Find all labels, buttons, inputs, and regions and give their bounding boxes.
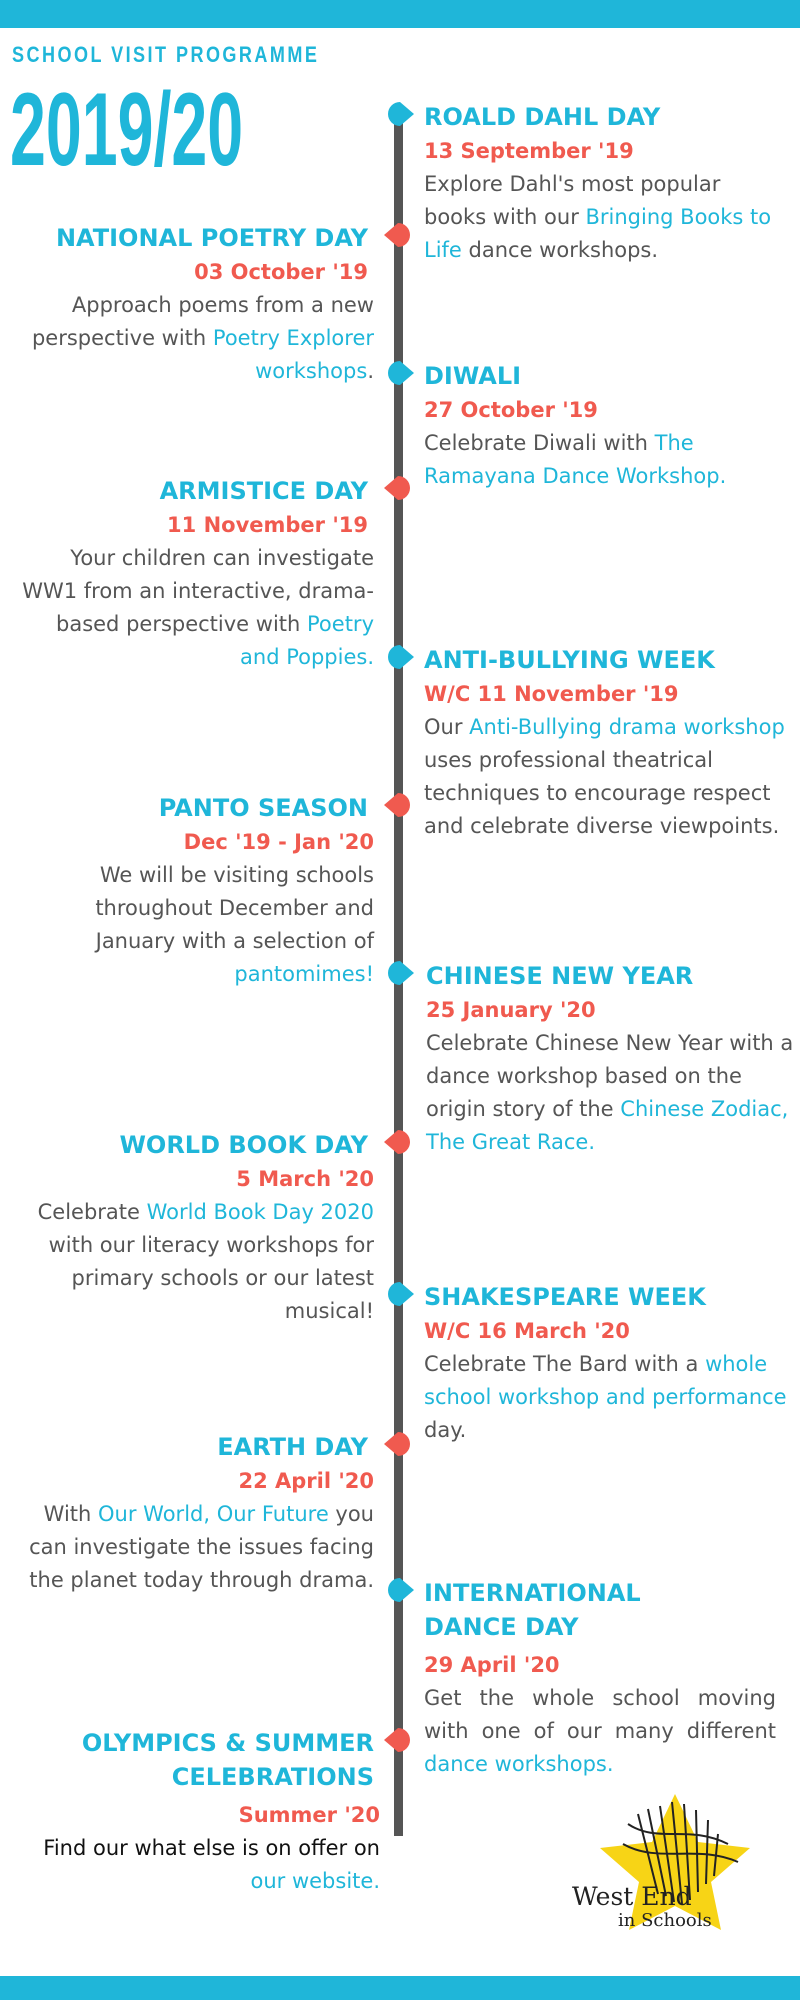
timeline-marker-right <box>386 100 414 128</box>
workshop-link[interactable]: Poetry Explorer workshops <box>212 326 374 383</box>
event-national-poetry-day <box>20 221 374 388</box>
workshop-link[interactable]: whole school workshop and performance <box>424 1352 787 1409</box>
workshop-link[interactable]: pantomimes! <box>234 962 374 986</box>
event-description: Your children can investigate WW1 from an interactive, drama-based perspective with Poetry and Poppies. <box>22 546 374 669</box>
event-title: EARTH DAY <box>217 1433 368 1461</box>
event-olympics-summer <box>10 1726 380 1898</box>
event-armistice-day <box>20 474 374 674</box>
event-international-dance-day <box>424 1576 776 1781</box>
event-title: NATIONAL POETRY DAY <box>55 224 368 252</box>
event-title: ARMISTICE DAY <box>159 477 368 505</box>
event-date: 03 October '19 <box>194 260 368 284</box>
workshop-link[interactable]: Chinese Zodiac, The Great Race. <box>426 1097 789 1154</box>
event-description: We will be visiting schools throughout December and January with a selection of pantomimes! <box>95 863 374 986</box>
event-title: DIWALI <box>424 362 522 390</box>
event-roald-dahl-day <box>424 100 776 267</box>
workshop-link[interactable]: Our World, Our Future <box>98 1502 329 1526</box>
timeline-marker-right <box>386 1280 414 1308</box>
event-anti-bullying-week <box>424 643 796 843</box>
event-description: Our Anti-Bullying drama workshop uses professional theatrical techniques to encourage respect and celebrate diverse viewpoints. <box>424 715 785 838</box>
workshop-link[interactable]: Anti-Bullying drama workshop <box>469 715 785 739</box>
event-date: Dec '19 - Jan '20 <box>183 830 374 854</box>
event-date: 27 October '19 <box>424 398 598 422</box>
event-title: OLYMPICS & SUMMER CELEBRATIONS <box>81 1729 374 1791</box>
event-date: Summer '20 <box>238 1803 380 1827</box>
event-description: Celebrate World Book Day 2020 with our literacy workshops for primary schools or our latest musical! <box>37 1200 374 1323</box>
event-title: ROALD DAHL DAY <box>424 103 661 131</box>
event-chinese-new-year <box>426 959 798 1159</box>
event-description: Get the whole school moving with one of our many different dance workshops. <box>424 1686 776 1776</box>
workshop-link[interactable]: Poetry and Poppies. <box>240 612 374 669</box>
event-title: WORLD BOOK DAY <box>119 1131 368 1159</box>
event-world-book-day <box>10 1128 374 1328</box>
event-date: 5 March '20 <box>236 1167 374 1191</box>
timeline-marker-left <box>384 1726 412 1754</box>
timeline-marker-right <box>386 643 414 671</box>
timeline-marker-left <box>384 474 412 502</box>
top-bar <box>0 0 800 28</box>
event-description: Celebrate Chinese New Year with a dance workshop based on the origin story of the Chinese Zodiac, The Great Race. <box>426 1031 794 1154</box>
event-description: With Our World, Our Future you can investigate the issues facing the planet today through drama. <box>29 1502 374 1592</box>
event-title: SHAKESPEARE WEEK <box>424 1283 706 1311</box>
event-date: 11 November '19 <box>167 513 368 537</box>
event-date: 13 September '19 <box>424 139 634 163</box>
timeline-marker-right <box>386 359 414 387</box>
logo-subtitle: in Schools <box>618 1910 712 1931</box>
timeline-marker-left <box>384 791 412 819</box>
workshop-link[interactable]: The Ramayana Dance Workshop. <box>424 431 727 488</box>
website-link[interactable]: our website. <box>250 1869 380 1893</box>
timeline-marker-left <box>384 1430 412 1458</box>
event-title: INTERNATIONAL DANCE DAY <box>424 1579 641 1641</box>
event-description: Approach poems from a new perspective with Poetry Explorer workshops. <box>31 293 374 383</box>
programme-year: 2019/20 <box>10 72 244 188</box>
event-date: W/C 11 November '19 <box>424 682 679 706</box>
event-date: W/C 16 March '20 <box>424 1319 630 1343</box>
event-description: Celebrate The Bard with a whole school workshop and performance day. <box>424 1352 787 1442</box>
event-earth-day <box>20 1430 374 1597</box>
timeline-marker-right <box>386 959 414 987</box>
event-title: CHINESE NEW YEAR <box>426 962 694 990</box>
timeline-marker-left <box>384 221 412 249</box>
event-description: Find our what else is on offer on our website. <box>43 1836 380 1893</box>
event-title: ANTI-BULLYING WEEK <box>424 646 715 674</box>
event-date: 22 April '20 <box>238 1469 374 1493</box>
timeline-marker-left <box>384 1128 412 1156</box>
event-date: 29 April '20 <box>424 1653 560 1677</box>
event-shakespeare-week <box>424 1280 796 1447</box>
event-description: Celebrate Diwali with The Ramayana Dance Workshop. <box>424 431 727 488</box>
event-description: Explore Dahl's most popular books with our Bringing Books to Life dance workshops. <box>424 172 772 262</box>
logo-name: West End <box>572 1882 692 1911</box>
event-date: 25 January '20 <box>426 998 596 1022</box>
event-panto-season <box>20 791 374 991</box>
workshop-link[interactable]: Bringing Books to Life <box>424 205 772 262</box>
workshop-link[interactable]: World Book Day 2020 <box>146 1200 374 1224</box>
programme-subtitle: SCHOOL VISIT PROGRAMME <box>12 42 320 67</box>
bottom-bar <box>0 1976 800 2000</box>
workshop-link[interactable]: dance workshops. <box>424 1752 614 1776</box>
event-diwali <box>424 359 776 493</box>
timeline-marker-right <box>386 1576 414 1604</box>
event-title: PANTO SEASON <box>158 794 368 822</box>
